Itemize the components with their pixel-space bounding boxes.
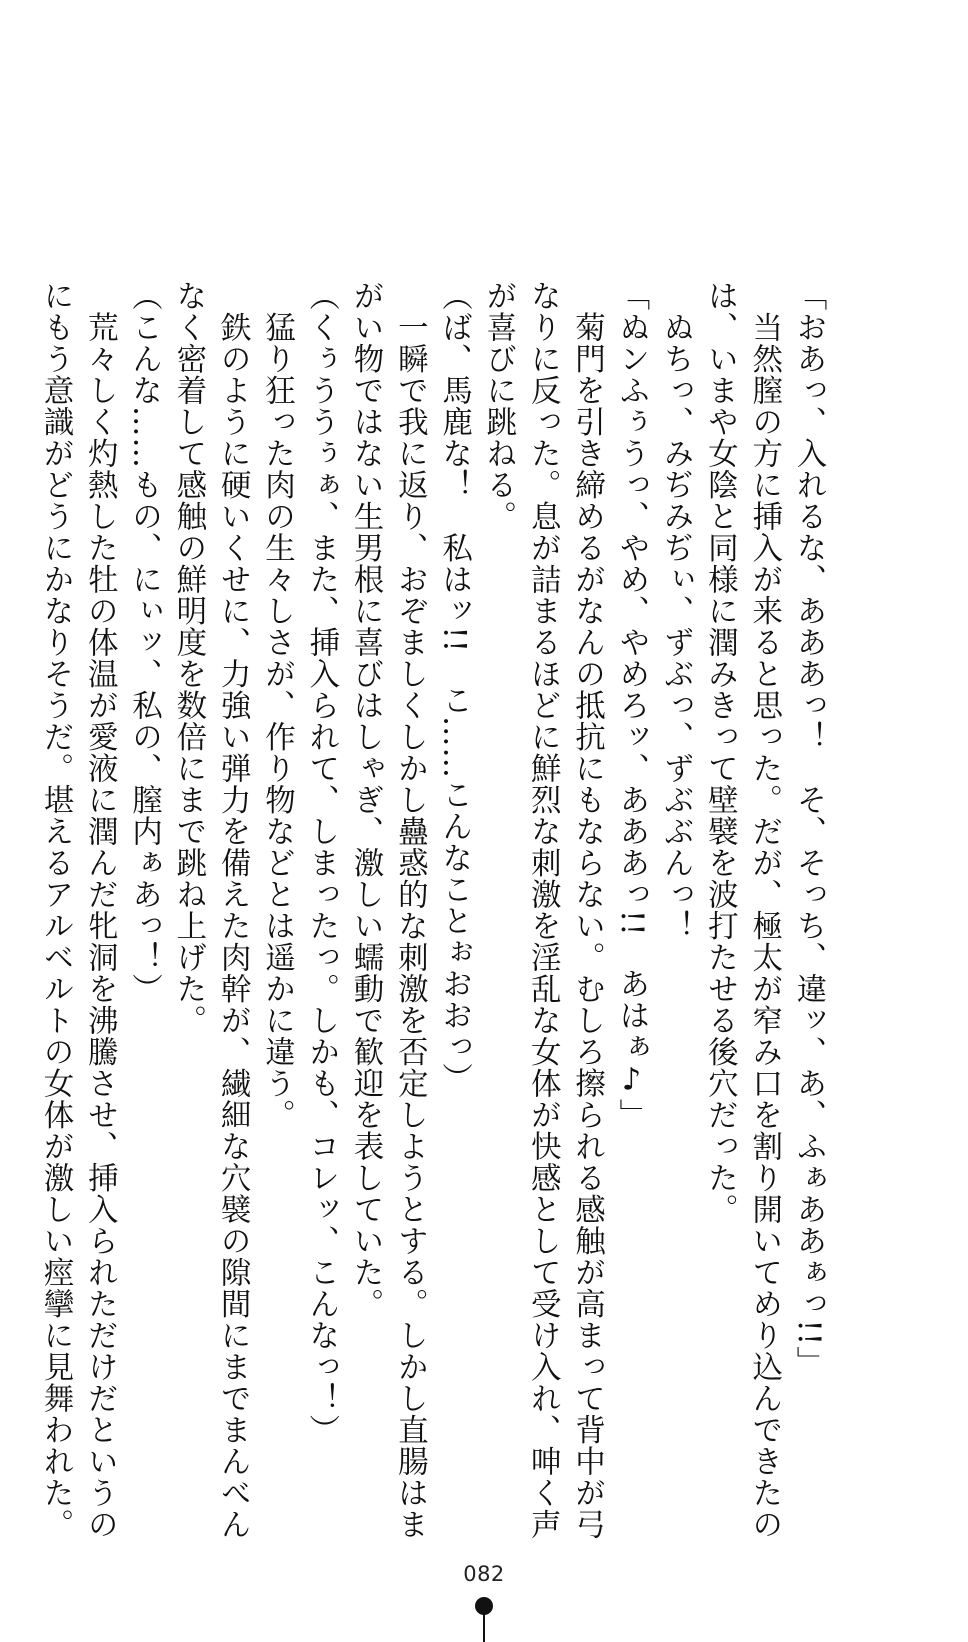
text-line: ぬちっ、みぢみぢぃ、ずぶっ、ずぶぶんっ！: [658, 280, 694, 942]
page-number: 082: [463, 1562, 505, 1586]
text-line: 鉄のように硬いくせに、力強い弾力を備えた肉幹が、繊細な穴襞の隙間にまでまんべん: [215, 280, 251, 1540]
body-text: [33, 280, 830, 1540]
page-marker-line: [483, 1614, 485, 1642]
text-line: なく密着して感触の鮮明度を数倍にまで跳ね上げた。: [170, 280, 206, 1036]
text-line: 荒々しく灼熱した牡の体温が愛液に潤んだ牝洞を沸騰させ、挿入られただけだというの: [82, 280, 118, 1540]
text-line: （くぅううぅぁ、また、挿入られて、しまったっ。しかも、コレッ、こんなっ！）: [303, 280, 339, 1446]
text-line: にもう意識がどうにかなりそうだ。堪えるアルベルトの女体が激しい痙攣に見舞われた。: [37, 280, 73, 1540]
text-line: （ば、馬鹿な！ 私はッ!! こ……こんなことぉおおっ）: [436, 280, 472, 1095]
text-line: （こんな……もの、にぃッ、私の、膣内ぁあっ！）: [126, 280, 162, 1005]
text-line: 「ぬンふぅうっ、やめ、やめろッ、あああっ!! あはぁ♪」: [613, 280, 649, 1131]
page-marker-dot: [475, 1597, 493, 1615]
text-line: 当然膣の方に挿入が来ると思った。だが、極太が窄み口を割り開いてめり込んできたの: [746, 280, 782, 1540]
text-line: は、いまや女陰と同様に潤みきって壁襞を波打たせる後穴だった。: [702, 280, 738, 1225]
text-line: が喜びに跳ねる。: [480, 280, 516, 532]
text-line: 一瞬で我に返り、おぞましくしかし蠱惑的な刺激を否定しようとする。しかし直腸はま: [392, 280, 428, 1540]
text-line: 猛り狂った肉の生々しさが、作り物などとは遥かに違う。: [259, 280, 295, 1131]
text-line: なりに反った。息が詰まるほどに鮮烈な刺激を淫乱な女体が快感として受け入れ、呻く声: [525, 280, 561, 1540]
text-line: 菊門を引き締めるがなんの抵抗にもならない。むしろ擦られる感触が高まって背中が弓: [569, 280, 605, 1540]
text-line: がい物ではない生男根に喜びはしゃぎ、激しい蠕動で歓迎を表していた。: [348, 280, 384, 1320]
text-line: 「おあっ、入れるな、あああっ！ そ、そっち、違ッ、あ、ふぁああぁっ!!」: [791, 280, 826, 1378]
